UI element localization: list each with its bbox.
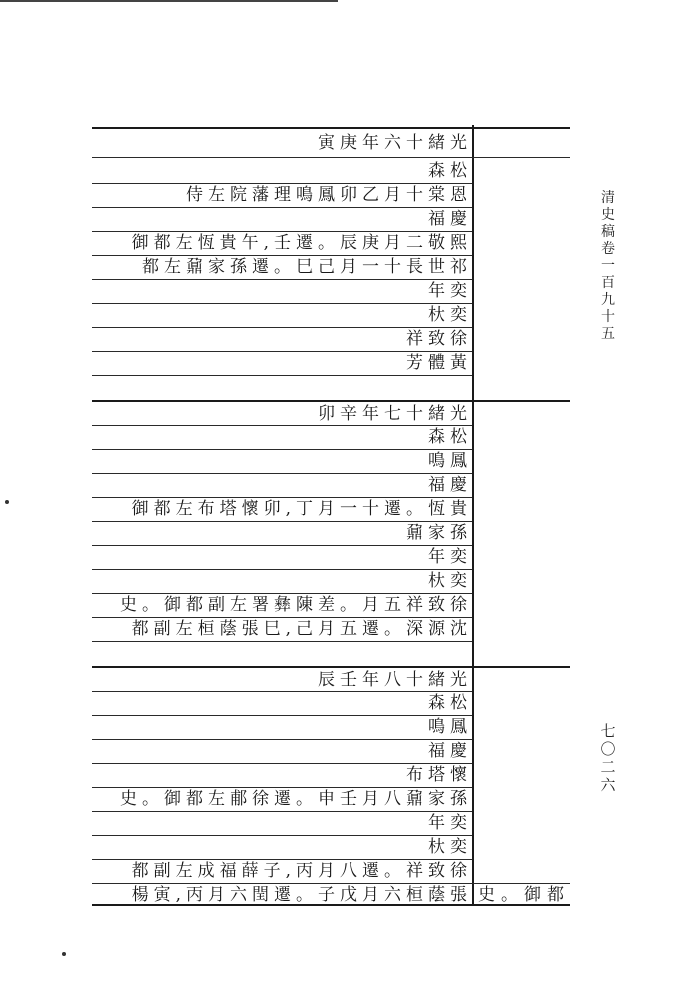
table-row [92,738,472,764]
margin-char: 史 [601,207,615,223]
row-text: 都副左成福薛子,丙月八遷。祥致徐 [131,861,472,881]
table-row [92,544,472,570]
row-text: 福慶 [428,475,472,495]
scan-speck [62,952,66,956]
row-text: 杕奕 [428,305,472,325]
table-row [92,326,472,352]
table-row [92,496,472,522]
row-rule [92,375,472,376]
table-row [92,182,472,208]
table-row [92,834,472,860]
table-row [92,254,472,280]
table-row [92,568,472,594]
row-text: 森松 [428,161,472,181]
row-text: 辰壬年八十緒光 [318,670,472,690]
row-text: 御都左布塔懷卯,丁月一十遷。恆貴 [131,499,472,519]
table-row [92,302,472,328]
row-text: 森松 [428,427,472,447]
table-row [92,690,472,716]
scan-speck [5,500,9,504]
row-text: 卯辛年七十緒光 [318,404,472,424]
margin-char: 九 [601,292,615,308]
top-rule [0,0,338,2]
row-text: 都副左桓蔭張巳,己月五遷。深源沈 [131,619,472,639]
table-row [92,786,472,812]
page-number [596,722,620,794]
row-text: 年奕 [428,813,472,833]
row-text: 鳴鳳 [428,451,472,471]
table-row [92,424,472,450]
table-row [92,278,472,304]
table-row [92,616,472,642]
row-text: 寅庚年六十緒光 [318,133,472,153]
page-number-char: 〇 [600,740,616,758]
table-row [92,858,472,884]
row-text: 杕奕 [428,837,472,857]
column-divider [472,125,474,905]
row-text: 楊寅,丙月六閏遷。子戊月六桓蔭張 [131,885,472,905]
row-text: 福慶 [428,209,472,229]
margin-char: 稿 [601,224,615,240]
row-text: 杕奕 [428,571,472,591]
table-row [92,714,472,740]
margin-char: 十 [601,309,615,325]
table-row [92,158,472,184]
row-text: 祥致徐 [406,329,472,349]
row-text: 鳴鳳 [428,717,472,737]
table-row [92,350,472,376]
row-text: 侍左院藩理鳴鳳卯乙月十棠恩 [186,185,472,205]
row-text: 福慶 [428,741,472,761]
official-table [92,125,570,905]
page-number-char: 二 [600,758,616,776]
margin-title [596,190,620,343]
row-text: 御都左恆貴午,壬遷。辰庚月二敬熙 [131,233,472,253]
table-row [92,448,472,474]
table-row [92,230,472,256]
margin-char: 清 [601,190,615,206]
row-text: 鼐家孫 [406,523,472,543]
page-number-char: 七 [600,722,616,740]
margin-char: 卷 [601,241,615,257]
table-row [92,810,472,836]
row-text: 都左鼐家孫遷。巳己月一十長世祁 [142,257,472,277]
row-text: 年奕 [428,547,472,567]
row-text: 森松 [428,693,472,713]
extra-cell: 史。御都 [478,885,570,905]
row-text: 年奕 [428,281,472,301]
table-row [92,130,472,156]
table-row [92,472,472,498]
row-text: 史。御都左郙徐遷。申壬月八鼐家孫 [120,789,472,809]
table-row [92,206,472,232]
margin-char: 一 [601,258,615,274]
block-top-rule [92,127,570,129]
table-row [92,762,472,788]
row-rule [92,641,472,642]
table-row [92,520,472,546]
row-text: 布塔懷 [406,765,472,785]
margin-char: 百 [601,275,615,291]
row-text: 史。御都副左署彝陳差。月五祥致徐 [120,595,472,615]
margin-char: 五 [601,326,615,342]
row-text: 芳體黃 [406,353,472,373]
table-row [92,592,472,618]
page-number-char: 六 [600,776,616,794]
